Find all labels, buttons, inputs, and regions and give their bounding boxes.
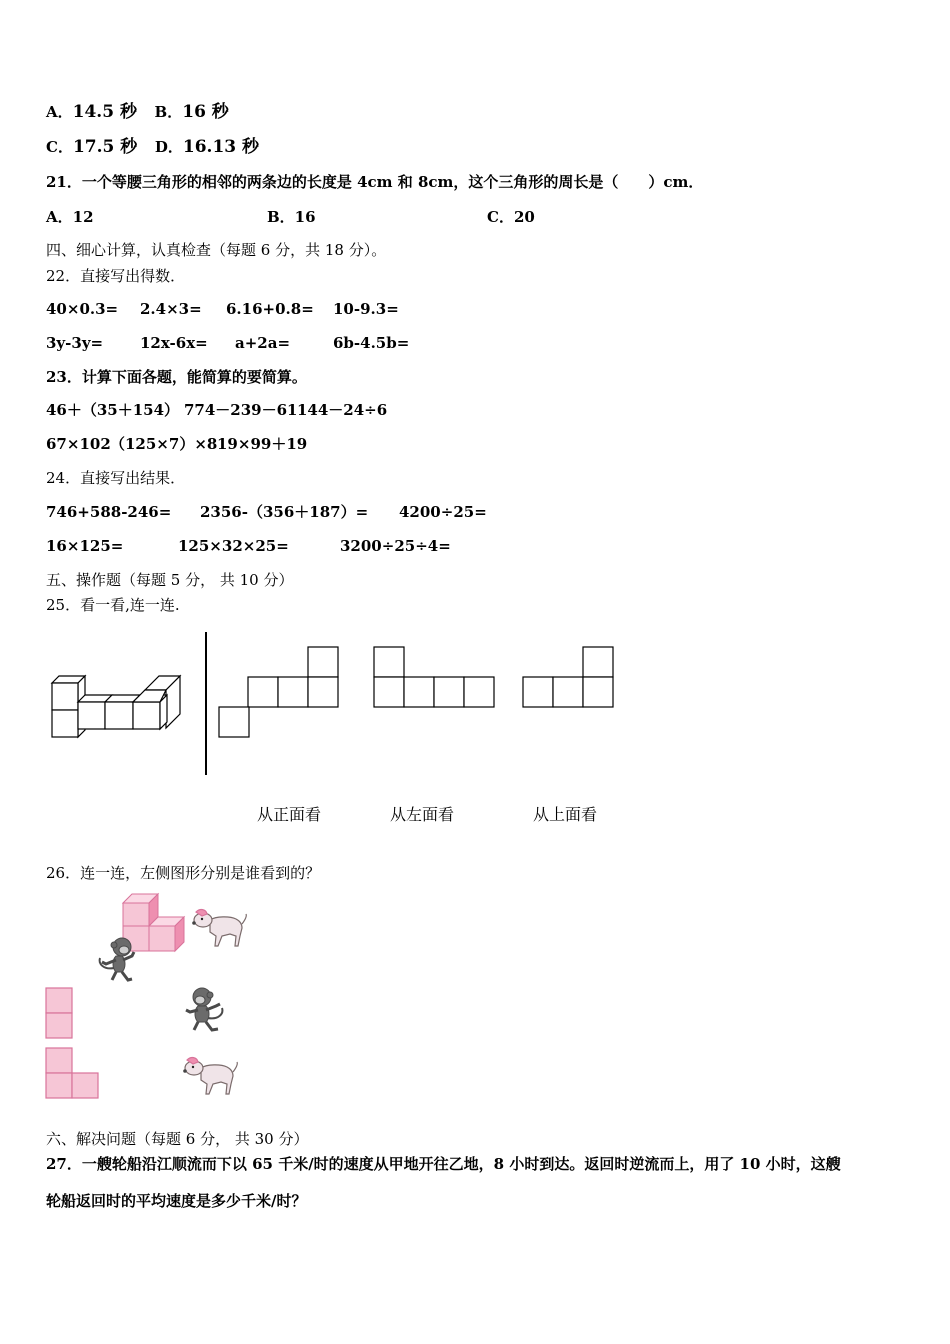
- q24-item: 4200÷25=: [399, 503, 487, 521]
- q23-item: 46＋（35＋154）: [46, 401, 180, 419]
- option-c-label: C．: [46, 138, 73, 156]
- q21-option-b: B．16: [267, 208, 316, 226]
- q22-item: 10-9.3=: [333, 300, 399, 318]
- q23-item: 67×102: [46, 435, 111, 453]
- q27-stem-line1: 27．一艘轮船沿江顺流而下以 65 千米/时的速度从甲地开往乙地，8 小时到达。返回时逆流而上，用了 10 小时，这艘: [46, 1155, 841, 1173]
- q23-item: 19×99＋19: [217, 435, 308, 453]
- q21-option-a: A．12: [46, 208, 94, 226]
- option-d-label: D．: [154, 138, 183, 156]
- view-shape-2: [373, 646, 495, 708]
- q24-item: 2356-（356＋187）=: [200, 503, 369, 521]
- q24-item: 746+588-246=: [46, 503, 172, 521]
- q24-item: 3200÷25÷4=: [340, 537, 451, 555]
- q23-item: 144－24÷6: [297, 401, 388, 419]
- section-4-title: 四、细心计算，认真检查（每题 6 分，共 18 分）。: [46, 241, 387, 259]
- option-a: 14.5 秒: [72, 102, 137, 122]
- q22-item: 6b-4.5b=: [333, 334, 410, 352]
- q22-item: 12x-6x=: [140, 334, 208, 352]
- option-c: 17.5 秒: [72, 137, 138, 157]
- q21-stem: 21．一个等腰三角形的相邻的两条边的长度是 4cm 和 8cm，这个三角形的周长是（ ）cm．: [46, 173, 704, 191]
- option-a-label: A．: [46, 103, 73, 121]
- cube-solid-figure: [48, 672, 188, 742]
- q20-options-row1: [46, 104, 229, 121]
- label-front-view: 从正面看: [257, 805, 322, 824]
- q21-option-c: C．20: [487, 208, 535, 226]
- q25-stem: 25．看一看,连一连.: [46, 596, 180, 614]
- monkey-icon: [182, 986, 228, 1032]
- dog-icon: [190, 906, 248, 950]
- monkey-icon: [94, 936, 140, 982]
- q22-item: 40×0.3=: [46, 300, 119, 318]
- q22-item: 3y-3y=: [46, 334, 104, 352]
- q20-options-row2: [46, 139, 259, 156]
- q27-stem-line2: 轮船返回时的平均速度是多少千米/时？: [46, 1192, 307, 1210]
- label-top-view: 从上面看: [533, 805, 598, 824]
- q26-stem: 26．连一连，左侧图形分别是谁看到的？: [46, 864, 321, 882]
- q22-item: 6.16+0.8=: [226, 300, 314, 318]
- q22-stem: 22．直接写出得数．: [46, 267, 186, 285]
- divider-line: [205, 632, 207, 775]
- section-6-title: 六、解决问题（每题 6 分， 共 30 分）: [46, 1130, 309, 1148]
- q22-item: 2.4×3=: [140, 300, 202, 318]
- q24-stem: 24．直接写出结果．: [46, 469, 186, 487]
- option-b: 16 秒: [182, 102, 229, 122]
- view-shape-1: [218, 646, 340, 738]
- dog-icon: [181, 1054, 239, 1098]
- q23-stem: 23．计算下面各题，能简算的要简算。: [46, 368, 307, 386]
- section-5-title: 五、操作题（每题 5 分， 共 10 分）: [46, 571, 294, 589]
- q23-item: （125×7）×8: [110, 435, 218, 453]
- q23-item: 774－239－61: [184, 401, 298, 419]
- q24-item: 125×32×25=: [178, 537, 289, 555]
- view-shape-3: [522, 646, 614, 708]
- option-d: 16.13 秒: [182, 137, 260, 157]
- q22-item: a+2a=: [235, 334, 291, 352]
- pink-shape-l: [45, 1047, 99, 1099]
- pink-shape-column: [45, 987, 73, 1039]
- q24-item: 16×125=: [46, 537, 124, 555]
- label-left-view: 从左面看: [390, 805, 455, 824]
- option-b-label: B．: [154, 103, 183, 121]
